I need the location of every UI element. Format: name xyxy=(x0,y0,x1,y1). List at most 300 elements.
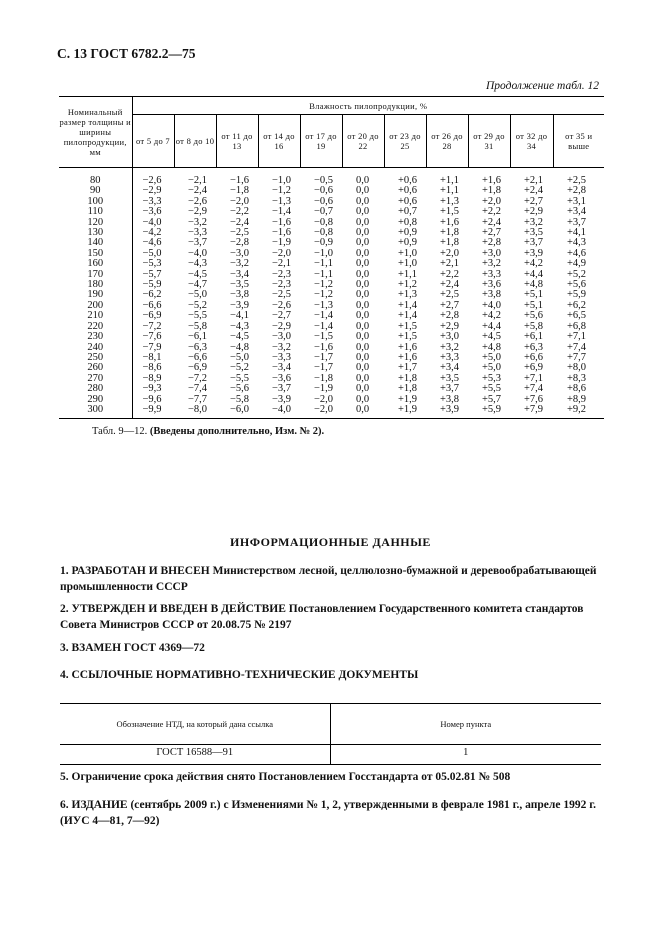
ref-clause-cell: 1 xyxy=(463,747,469,758)
value-cell: +7,7 xyxy=(567,351,587,363)
size-cell: 250 xyxy=(59,353,132,363)
value-cell: +3,8 xyxy=(440,393,460,405)
value-cell: −2,3 xyxy=(272,279,292,291)
value-cell: −1,6 xyxy=(314,341,334,353)
value-cell: −3,5 xyxy=(230,279,250,291)
note-text: (Введены дополнительно, Изм. № 2). xyxy=(149,426,325,437)
value-cell: +8,6 xyxy=(567,383,587,395)
value-cell: +1,4 xyxy=(398,310,418,322)
value-cell: 0,0 xyxy=(356,258,370,270)
value-cell: −1,8 xyxy=(230,185,250,197)
value-cell: −9,3 xyxy=(142,383,162,395)
value-cell: −3,2 xyxy=(188,216,208,228)
value-cell: +2,8 xyxy=(482,237,502,249)
value-cell: −3,2 xyxy=(230,258,250,270)
value-cell: 0,0 xyxy=(356,299,370,311)
info-item-2: 2. УТВЕРЖДЕН И ВВЕДЕН В ДЕЙСТВИЕ Постановлением Государственного комитета стандартов Совета Министров СССР от 20.08.75 № 2197 xyxy=(60,603,584,631)
value-cell: −4,3 xyxy=(230,320,250,332)
value-cell: +3,5 xyxy=(524,227,544,239)
value-cell: +7,6 xyxy=(524,393,544,405)
ref-col2-header: Номер пункта xyxy=(330,704,601,745)
value-cell: −5,0 xyxy=(188,289,208,301)
moisture-column-header: от 5 до 7 xyxy=(132,115,174,168)
size-cell: 270 xyxy=(59,374,132,384)
value-cell: −7,9 xyxy=(142,341,162,353)
value-cell: −4,5 xyxy=(188,268,208,280)
value-cell: −2,1 xyxy=(272,258,292,270)
value-cell: −1,3 xyxy=(314,299,334,311)
value-cell: −6,1 xyxy=(188,331,208,343)
reference-documents-table xyxy=(60,703,601,765)
value-cell: −7,6 xyxy=(142,331,162,343)
value-cell: −1,9 xyxy=(314,383,334,395)
value-cell: +1,8 xyxy=(398,372,418,384)
value-cell: −5,5 xyxy=(188,310,208,322)
value-cell: −2,7 xyxy=(272,310,292,322)
value-cell: −2,5 xyxy=(230,227,250,239)
value-cell: +1,6 xyxy=(398,341,418,353)
value-cell: −2,9 xyxy=(272,320,292,332)
value-cell: +2,2 xyxy=(440,268,460,280)
value-cell: −4,0 xyxy=(142,216,162,228)
value-cell: 0,0 xyxy=(356,206,370,218)
table-row xyxy=(59,405,604,415)
size-cell: 170 xyxy=(59,270,132,280)
value-cell: −4,0 xyxy=(272,403,292,415)
value-cell: −3,9 xyxy=(272,393,292,405)
value-cell: −3,7 xyxy=(188,237,208,249)
size-cell: 160 xyxy=(59,259,132,269)
size-cell: 200 xyxy=(59,301,132,311)
value-cell: −5,6 xyxy=(230,383,250,395)
value-cell: +1,8 xyxy=(440,227,460,239)
value-cell: +4,8 xyxy=(482,341,502,353)
value-cell: −0,6 xyxy=(314,195,334,207)
value-cell: +6,5 xyxy=(567,310,587,322)
value-cell: +1,4 xyxy=(398,299,418,311)
value-cell: −2,9 xyxy=(142,185,162,197)
value-cell: −0,9 xyxy=(314,237,334,249)
value-cell: −2,0 xyxy=(314,403,334,415)
page-header: С. 13 ГОСТ 6782.2—75 xyxy=(57,46,196,61)
value-cell: −2,6 xyxy=(142,175,162,186)
value-cell: +2,8 xyxy=(567,185,587,197)
value-cell: 0,0 xyxy=(356,227,370,239)
value-cell: 0,0 xyxy=(356,195,370,207)
value-cell: −3,6 xyxy=(142,206,162,218)
value-cell: +4,2 xyxy=(482,310,502,322)
value-cell: −8,6 xyxy=(142,362,162,374)
value-cell: +1,1 xyxy=(440,185,460,197)
size-cell: 130 xyxy=(59,228,132,238)
size-cell: 210 xyxy=(59,311,132,321)
value-cell: −2,6 xyxy=(272,299,292,311)
value-cell: −3,9 xyxy=(230,299,250,311)
moisture-column-header: от 35 и выше xyxy=(553,115,604,168)
moisture-column-header: от 17 до 19 xyxy=(300,115,342,168)
value-cell: +3,7 xyxy=(524,237,544,249)
value-cell: +3,3 xyxy=(482,268,502,280)
info-item-5: 5. Ограничение срока действия снято Постановлением Госстандарта от 05.02.81 № 508 xyxy=(60,771,511,783)
value-cell: −4,2 xyxy=(142,227,162,239)
value-cell: −5,2 xyxy=(188,299,208,311)
value-cell: +3,2 xyxy=(482,258,502,270)
info-item-6: 6. ИЗДАНИЕ (сентябрь 2009 г.) с Изменениями № 1, 2, утвержденными в феврале 1981 г., апреле 1992 г. (ИУС 4—81, 7—92) xyxy=(60,799,596,827)
value-cell: −1,7 xyxy=(314,351,334,363)
value-cell: 0,0 xyxy=(356,372,370,384)
note-prefix: Табл. 9—12. xyxy=(92,426,148,437)
value-cell: +4,9 xyxy=(567,258,587,270)
value-cell: +1,8 xyxy=(482,185,502,197)
value-cell: −0,7 xyxy=(314,206,334,218)
value-cell: −3,4 xyxy=(272,362,292,374)
value-cell: +1,6 xyxy=(482,175,502,186)
value-cell: −0,8 xyxy=(314,216,334,228)
value-cell: +3,7 xyxy=(440,383,460,395)
value-cell: −0,8 xyxy=(314,227,334,239)
value-cell: −1,5 xyxy=(314,331,334,343)
value-cell: −4,0 xyxy=(188,247,208,259)
value-cell: −0,5 xyxy=(314,175,334,186)
value-cell: −3,6 xyxy=(272,372,292,384)
value-cell: +7,1 xyxy=(567,331,587,343)
value-cell: +5,0 xyxy=(482,362,502,374)
value-cell: 0,0 xyxy=(356,310,370,322)
value-cell: +5,9 xyxy=(482,403,502,415)
value-cell: +5,1 xyxy=(524,299,544,311)
info-item-4: 4. ССЫЛОЧНЫЕ НОРМАТИВНО-ТЕХНИЧЕСКИЕ ДОКУМЕНТЫ xyxy=(60,669,419,681)
value-cell: +6,3 xyxy=(524,341,544,353)
value-cell: +3,9 xyxy=(524,247,544,259)
value-cell: 0,0 xyxy=(356,237,370,249)
value-cell: −2,0 xyxy=(314,393,334,405)
value-cell: +5,3 xyxy=(482,372,502,384)
value-cell: +5,6 xyxy=(567,279,587,291)
value-cell: +1,8 xyxy=(440,237,460,249)
value-cell: +2,5 xyxy=(440,289,460,301)
ref-col1-header: Обозначение НТД, на который дана ссылка xyxy=(60,704,330,745)
value-cell: +1,0 xyxy=(398,258,418,270)
value-cell: +1,5 xyxy=(440,206,460,218)
value-cell: −2,3 xyxy=(272,268,292,280)
value-cell: +1,2 xyxy=(398,279,418,291)
moisture-column-header: от 20 до 22 xyxy=(342,115,384,168)
value-cell: −6,6 xyxy=(142,299,162,311)
value-cell: 0,0 xyxy=(356,268,370,280)
value-cell: −8,0 xyxy=(188,403,208,415)
value-cell: −3,8 xyxy=(230,289,250,301)
value-cell: −1,2 xyxy=(314,289,334,301)
value-cell: −5,7 xyxy=(142,268,162,280)
value-cell: −5,0 xyxy=(230,351,250,363)
value-cell: −2,1 xyxy=(188,175,208,186)
size-cell: 140 xyxy=(59,238,132,248)
value-cell: +2,0 xyxy=(440,247,460,259)
value-cell: +2,0 xyxy=(482,195,502,207)
value-cell: +0,6 xyxy=(398,195,418,207)
value-cell: +0,6 xyxy=(398,175,418,186)
value-cell: 0,0 xyxy=(356,393,370,405)
value-cell: +1,3 xyxy=(398,289,418,301)
value-cell: −1,3 xyxy=(272,195,292,207)
value-cell: +2,1 xyxy=(440,258,460,270)
value-cell: +4,2 xyxy=(524,258,544,270)
value-cell: −4,6 xyxy=(142,237,162,249)
value-cell: +3,0 xyxy=(482,247,502,259)
value-cell: +5,6 xyxy=(524,310,544,322)
value-cell: −4,3 xyxy=(188,258,208,270)
value-cell: +3,4 xyxy=(440,362,460,374)
value-cell: +0,8 xyxy=(398,216,418,228)
value-cell: −5,8 xyxy=(188,320,208,332)
value-cell: 0,0 xyxy=(356,362,370,374)
value-cell: +1,1 xyxy=(440,175,460,186)
value-cell: 0,0 xyxy=(356,341,370,353)
size-cell: 120 xyxy=(59,218,132,228)
info-item-1: 1. РАЗРАБОТАН И ВНЕСЕН Министерством лесной, целлюлозно-бумажной и деревообрабатывающей промышленности СССР xyxy=(60,565,597,593)
size-cell: 110 xyxy=(59,207,132,217)
size-cell: 220 xyxy=(59,322,132,332)
moisture-column-header: от 32 до 34 xyxy=(510,115,553,168)
value-cell: +9,2 xyxy=(567,403,587,415)
info-item-3: 3. ВЗАМЕН ГОСТ 4369—72 xyxy=(60,642,205,654)
value-cell: −5,5 xyxy=(230,372,250,384)
size-cell: 100 xyxy=(59,197,132,207)
value-cell: +1,6 xyxy=(440,216,460,228)
value-cell: +4,0 xyxy=(482,299,502,311)
value-cell: −4,7 xyxy=(188,279,208,291)
value-cell: −3,3 xyxy=(272,351,292,363)
info-title: ИНФОРМАЦИОННЫЕ ДАННЫЕ xyxy=(230,535,431,549)
moisture-column-header: от 26 до 28 xyxy=(426,115,468,168)
value-cell: +8,9 xyxy=(567,393,587,405)
size-cell: 290 xyxy=(59,395,132,405)
value-cell: +7,1 xyxy=(524,372,544,384)
value-cell: +3,9 xyxy=(440,403,460,415)
moisture-group-header: Влажность пилопродукции, % xyxy=(132,97,604,115)
value-cell: −5,2 xyxy=(230,362,250,374)
value-cell: +1,7 xyxy=(398,362,418,374)
value-cell: +4,6 xyxy=(567,247,587,259)
value-cell: −3,2 xyxy=(272,341,292,353)
moisture-column-header: от 23 до 25 xyxy=(384,115,426,168)
size-cell: 150 xyxy=(59,249,132,259)
value-cell: +5,0 xyxy=(482,351,502,363)
value-cell: +3,7 xyxy=(567,216,587,228)
size-cell: 280 xyxy=(59,384,132,394)
value-cell: −3,3 xyxy=(188,227,208,239)
value-cell: −1,6 xyxy=(272,216,292,228)
value-cell: +5,2 xyxy=(567,268,587,280)
value-cell: +6,2 xyxy=(567,299,587,311)
value-cell: +4,5 xyxy=(482,331,502,343)
value-cell: +2,9 xyxy=(440,320,460,332)
value-cell: −2,2 xyxy=(230,206,250,218)
value-cell: −2,4 xyxy=(230,216,250,228)
value-cell: −3,0 xyxy=(230,247,250,259)
value-cell: +1,8 xyxy=(398,383,418,395)
value-cell: +5,1 xyxy=(524,289,544,301)
value-cell: +4,3 xyxy=(567,237,587,249)
value-cell: +4,1 xyxy=(567,227,587,239)
value-cell: −5,3 xyxy=(142,258,162,270)
value-cell: −7,4 xyxy=(188,383,208,395)
value-cell: +4,4 xyxy=(524,268,544,280)
value-cell: +3,5 xyxy=(440,372,460,384)
value-cell: 0,0 xyxy=(356,185,370,197)
value-cell: −6,9 xyxy=(142,310,162,322)
value-cell: +1,5 xyxy=(398,320,418,332)
value-cell: −2,0 xyxy=(272,247,292,259)
value-cell: −2,8 xyxy=(230,237,250,249)
value-cell: +7,9 xyxy=(524,403,544,415)
value-cell: −2,9 xyxy=(188,206,208,218)
value-cell: +1,1 xyxy=(398,268,418,280)
value-cell: 0,0 xyxy=(356,216,370,228)
value-cell: +2,8 xyxy=(440,310,460,322)
moisture-column-header: от 8 до 10 xyxy=(174,115,216,168)
value-cell: −2,0 xyxy=(230,195,250,207)
value-cell: 0,0 xyxy=(356,383,370,395)
value-cell: 0,0 xyxy=(356,175,370,186)
value-cell: −9,9 xyxy=(142,403,162,415)
value-cell: −1,4 xyxy=(314,310,334,322)
value-cell: −7,2 xyxy=(142,320,162,332)
value-cell: −7,2 xyxy=(188,372,208,384)
value-cell: +6,8 xyxy=(567,320,587,332)
value-cell: 0,0 xyxy=(356,289,370,301)
value-cell: −3,4 xyxy=(230,268,250,280)
value-cell: +3,6 xyxy=(482,279,502,291)
value-cell: +2,7 xyxy=(524,195,544,207)
value-cell: −1,0 xyxy=(314,247,334,259)
value-cell: +1,3 xyxy=(440,195,460,207)
table-row xyxy=(59,332,604,342)
size-cell: 230 xyxy=(59,332,132,342)
value-cell: +2,1 xyxy=(524,175,544,186)
value-cell: +1,6 xyxy=(398,351,418,363)
value-cell: −2,4 xyxy=(188,185,208,197)
value-cell: +3,4 xyxy=(567,206,587,218)
value-cell: −1,1 xyxy=(314,258,334,270)
value-cell: −1,7 xyxy=(314,362,334,374)
moisture-column-header: от 29 до 31 xyxy=(468,115,510,168)
value-cell: −6,6 xyxy=(188,351,208,363)
value-cell: 0,0 xyxy=(356,320,370,332)
value-cell: +1,9 xyxy=(398,403,418,415)
value-cell: −4,8 xyxy=(230,341,250,353)
value-cell: −4,1 xyxy=(230,310,250,322)
value-cell: −6,9 xyxy=(188,362,208,374)
size-cell: 180 xyxy=(59,280,132,290)
value-cell: 0,0 xyxy=(356,331,370,343)
value-cell: 0,0 xyxy=(356,351,370,363)
value-cell: +2,5 xyxy=(567,175,587,186)
value-cell: +8,0 xyxy=(567,362,587,374)
value-cell: +7,4 xyxy=(567,341,587,353)
value-cell: +2,7 xyxy=(440,299,460,311)
table-row xyxy=(59,384,604,394)
table-note xyxy=(92,426,324,437)
size-cell: 240 xyxy=(59,343,132,353)
value-cell: −1,6 xyxy=(230,175,250,186)
value-cell: +3,8 xyxy=(482,289,502,301)
value-cell: +8,3 xyxy=(567,372,587,384)
value-cell: +6,6 xyxy=(524,351,544,363)
value-cell: +5,7 xyxy=(482,393,502,405)
value-cell: −5,9 xyxy=(142,279,162,291)
value-cell: +1,0 xyxy=(398,247,418,259)
table-continuation-label: Продолжение табл. 12 xyxy=(486,80,599,92)
value-cell: +2,7 xyxy=(482,227,502,239)
value-cell: −2,5 xyxy=(272,289,292,301)
value-cell: −0,6 xyxy=(314,185,334,197)
value-cell: +0,6 xyxy=(398,185,418,197)
value-cell: −3,3 xyxy=(142,195,162,207)
value-cell: −7,7 xyxy=(188,393,208,405)
value-cell: −1,2 xyxy=(272,185,292,197)
value-cell: +6,1 xyxy=(524,331,544,343)
value-cell: −5,0 xyxy=(142,247,162,259)
shrinkage-table xyxy=(59,96,604,419)
value-cell: +2,4 xyxy=(482,216,502,228)
value-cell: −8,9 xyxy=(142,372,162,384)
size-cell: 260 xyxy=(59,363,132,373)
value-cell: −1,4 xyxy=(272,206,292,218)
value-cell: −6,0 xyxy=(230,403,250,415)
value-cell: −1,0 xyxy=(272,175,292,186)
value-cell: +5,9 xyxy=(567,289,587,301)
value-cell: +7,4 xyxy=(524,383,544,395)
value-cell: −1,1 xyxy=(314,268,334,280)
value-cell: +3,0 xyxy=(440,331,460,343)
value-cell: +6,9 xyxy=(524,362,544,374)
value-cell: −9,6 xyxy=(142,393,162,405)
value-cell: +4,4 xyxy=(482,320,502,332)
ref-doc-cell: ГОСТ 16588—91 xyxy=(60,745,330,761)
value-cell: 0,0 xyxy=(356,403,370,415)
value-cell: +2,2 xyxy=(482,206,502,218)
value-cell: +0,9 xyxy=(398,237,418,249)
value-cell: +2,9 xyxy=(524,206,544,218)
value-cell: +5,5 xyxy=(482,383,502,395)
value-cell: 0,0 xyxy=(356,279,370,291)
value-cell: −4,5 xyxy=(230,331,250,343)
value-cell: +3,1 xyxy=(567,195,587,207)
value-cell: −1,2 xyxy=(314,279,334,291)
value-cell: +1,9 xyxy=(398,393,418,405)
size-cell: 190 xyxy=(59,290,132,300)
value-cell: −1,4 xyxy=(314,320,334,332)
value-cell: −1,9 xyxy=(272,237,292,249)
value-cell: +5,8 xyxy=(524,320,544,332)
value-cell: 0,0 xyxy=(356,247,370,259)
value-cell: −6,3 xyxy=(188,341,208,353)
value-cell: +3,3 xyxy=(440,351,460,363)
size-cell: 90 xyxy=(59,186,132,196)
size-cell: 300 xyxy=(59,405,132,415)
value-cell: −3,0 xyxy=(272,331,292,343)
value-cell: −3,7 xyxy=(272,383,292,395)
size-cell: 80 xyxy=(59,176,132,186)
value-cell: +0,7 xyxy=(398,206,418,218)
value-cell: −8,1 xyxy=(142,351,162,363)
value-cell: −5,8 xyxy=(230,393,250,405)
value-cell: +2,4 xyxy=(440,279,460,291)
value-cell: −2,6 xyxy=(188,195,208,207)
value-cell: +2,4 xyxy=(524,185,544,197)
value-cell: −1,8 xyxy=(314,372,334,384)
